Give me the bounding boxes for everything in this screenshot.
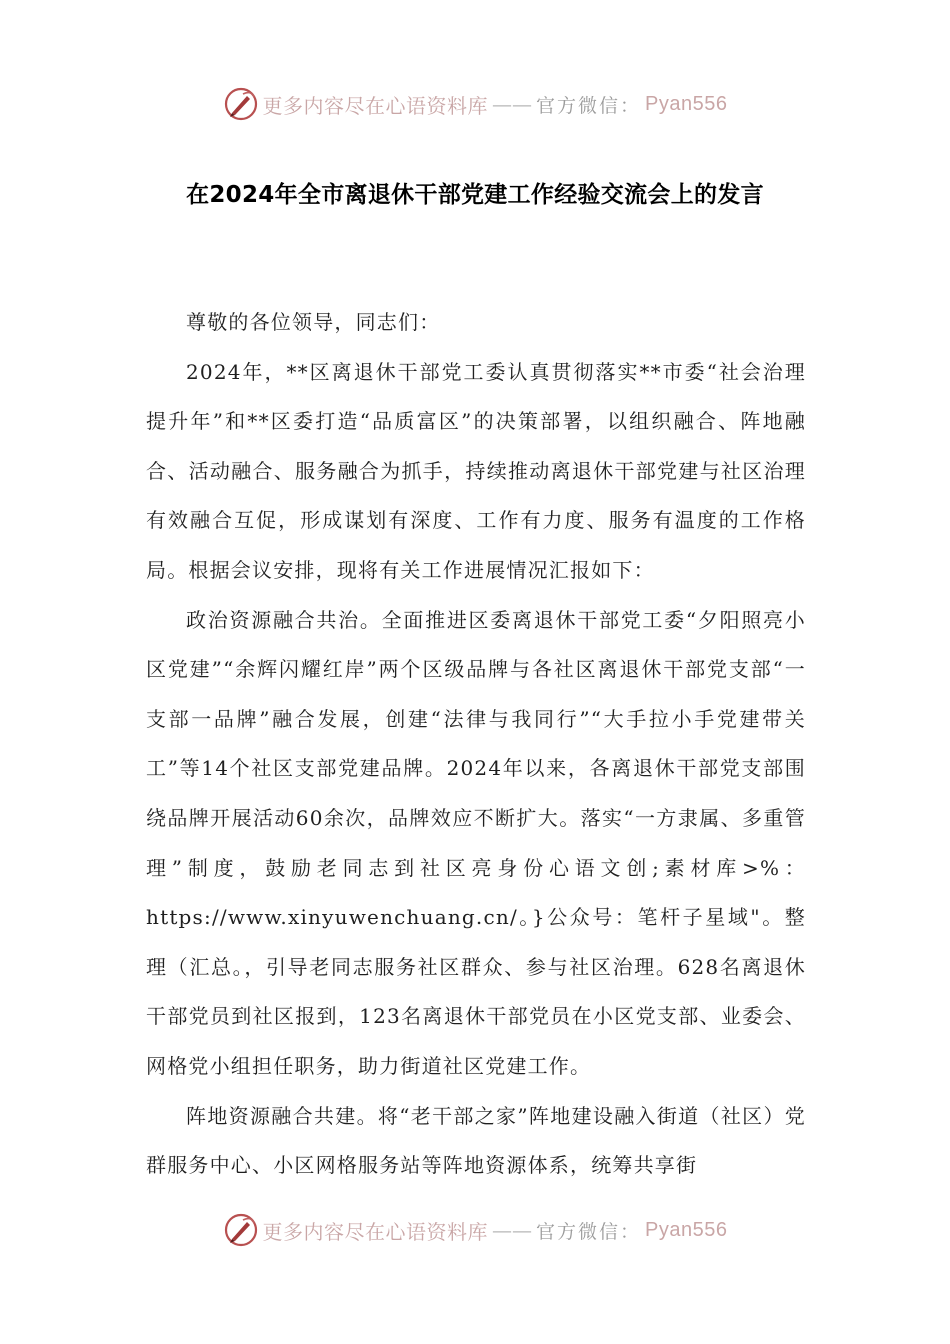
watermark-dash: ——: [492, 92, 532, 116]
document-title: 在2024年全市离退休干部党建工作经验交流会上的发言: [186, 182, 764, 208]
salutation: 尊敬的各位领导，同志们：: [186, 310, 441, 334]
paragraph-political: 政治资源融合共治。全面推进区委离退休干部党工委“夕阳照亮小区党建”“余辉闪耀红岸”两个区级品牌与各社区离退休干部党支部“一支部一品牌”融合发展，创建“法律与我同行”“大手拉小手党建带关工”等14个社区支部党建品牌。2024年以来，各离退休干部党支部围绕品牌开展活动60余次，品牌效应不断扩大。落实“一方隶属、多重管理”制度，鼓励老同志到社区亮身份心语文创;素材库>%：https://www.xinyuwenchuang.cn/。}公众号：笔杆子星域"。整理（汇总。，引导老同志服务社区群众、参与社区治理。628名离退休干部党员到社区报到，123名离退休干部党员在小区党支部、业委会、网格党小组担任职务，助力街道社区党建工作。: [146, 607, 806, 1078]
watermark-id: Pyan556: [645, 92, 728, 115]
document-body: [146, 298, 806, 1191]
watermark-dash: ——: [492, 1218, 532, 1242]
watermark-id: Pyan556: [645, 1218, 728, 1241]
watermark-sub-text: 官方微信：: [536, 1220, 642, 1243]
pen-logo-icon: [223, 86, 259, 122]
watermark-header: [0, 84, 950, 124]
watermark-main-text: 更多内容尽在心语资料库: [262, 1219, 488, 1244]
watermark-footer: [0, 1210, 950, 1250]
paragraph-position: 阵地资源融合共建。将“老干部之家”阵地建设融入街道（社区）党群服务中心、小区网格服务站等阵地资源体系，统筹共享街: [146, 1103, 806, 1178]
watermark-sub-text: 官方微信：: [536, 94, 642, 117]
paragraph-intro: 2024年，**区离退休干部党工委认真贯彻落实**市委“社会治理提升年”和**区委打造“品质富区”的决策部署，以组织融合、阵地融合、活动融合、服务融合为抓手，持续推动离退休干部党建与社区治理有效融合互促，形成谋划有深度、工作有力度、服务有温度的工作格局。根据会议安排，现将有关工作进展情况汇报如下：: [146, 359, 806, 582]
watermark-main-text: 更多内容尽在心语资料库: [262, 93, 488, 118]
pen-logo-icon: [223, 1212, 259, 1248]
